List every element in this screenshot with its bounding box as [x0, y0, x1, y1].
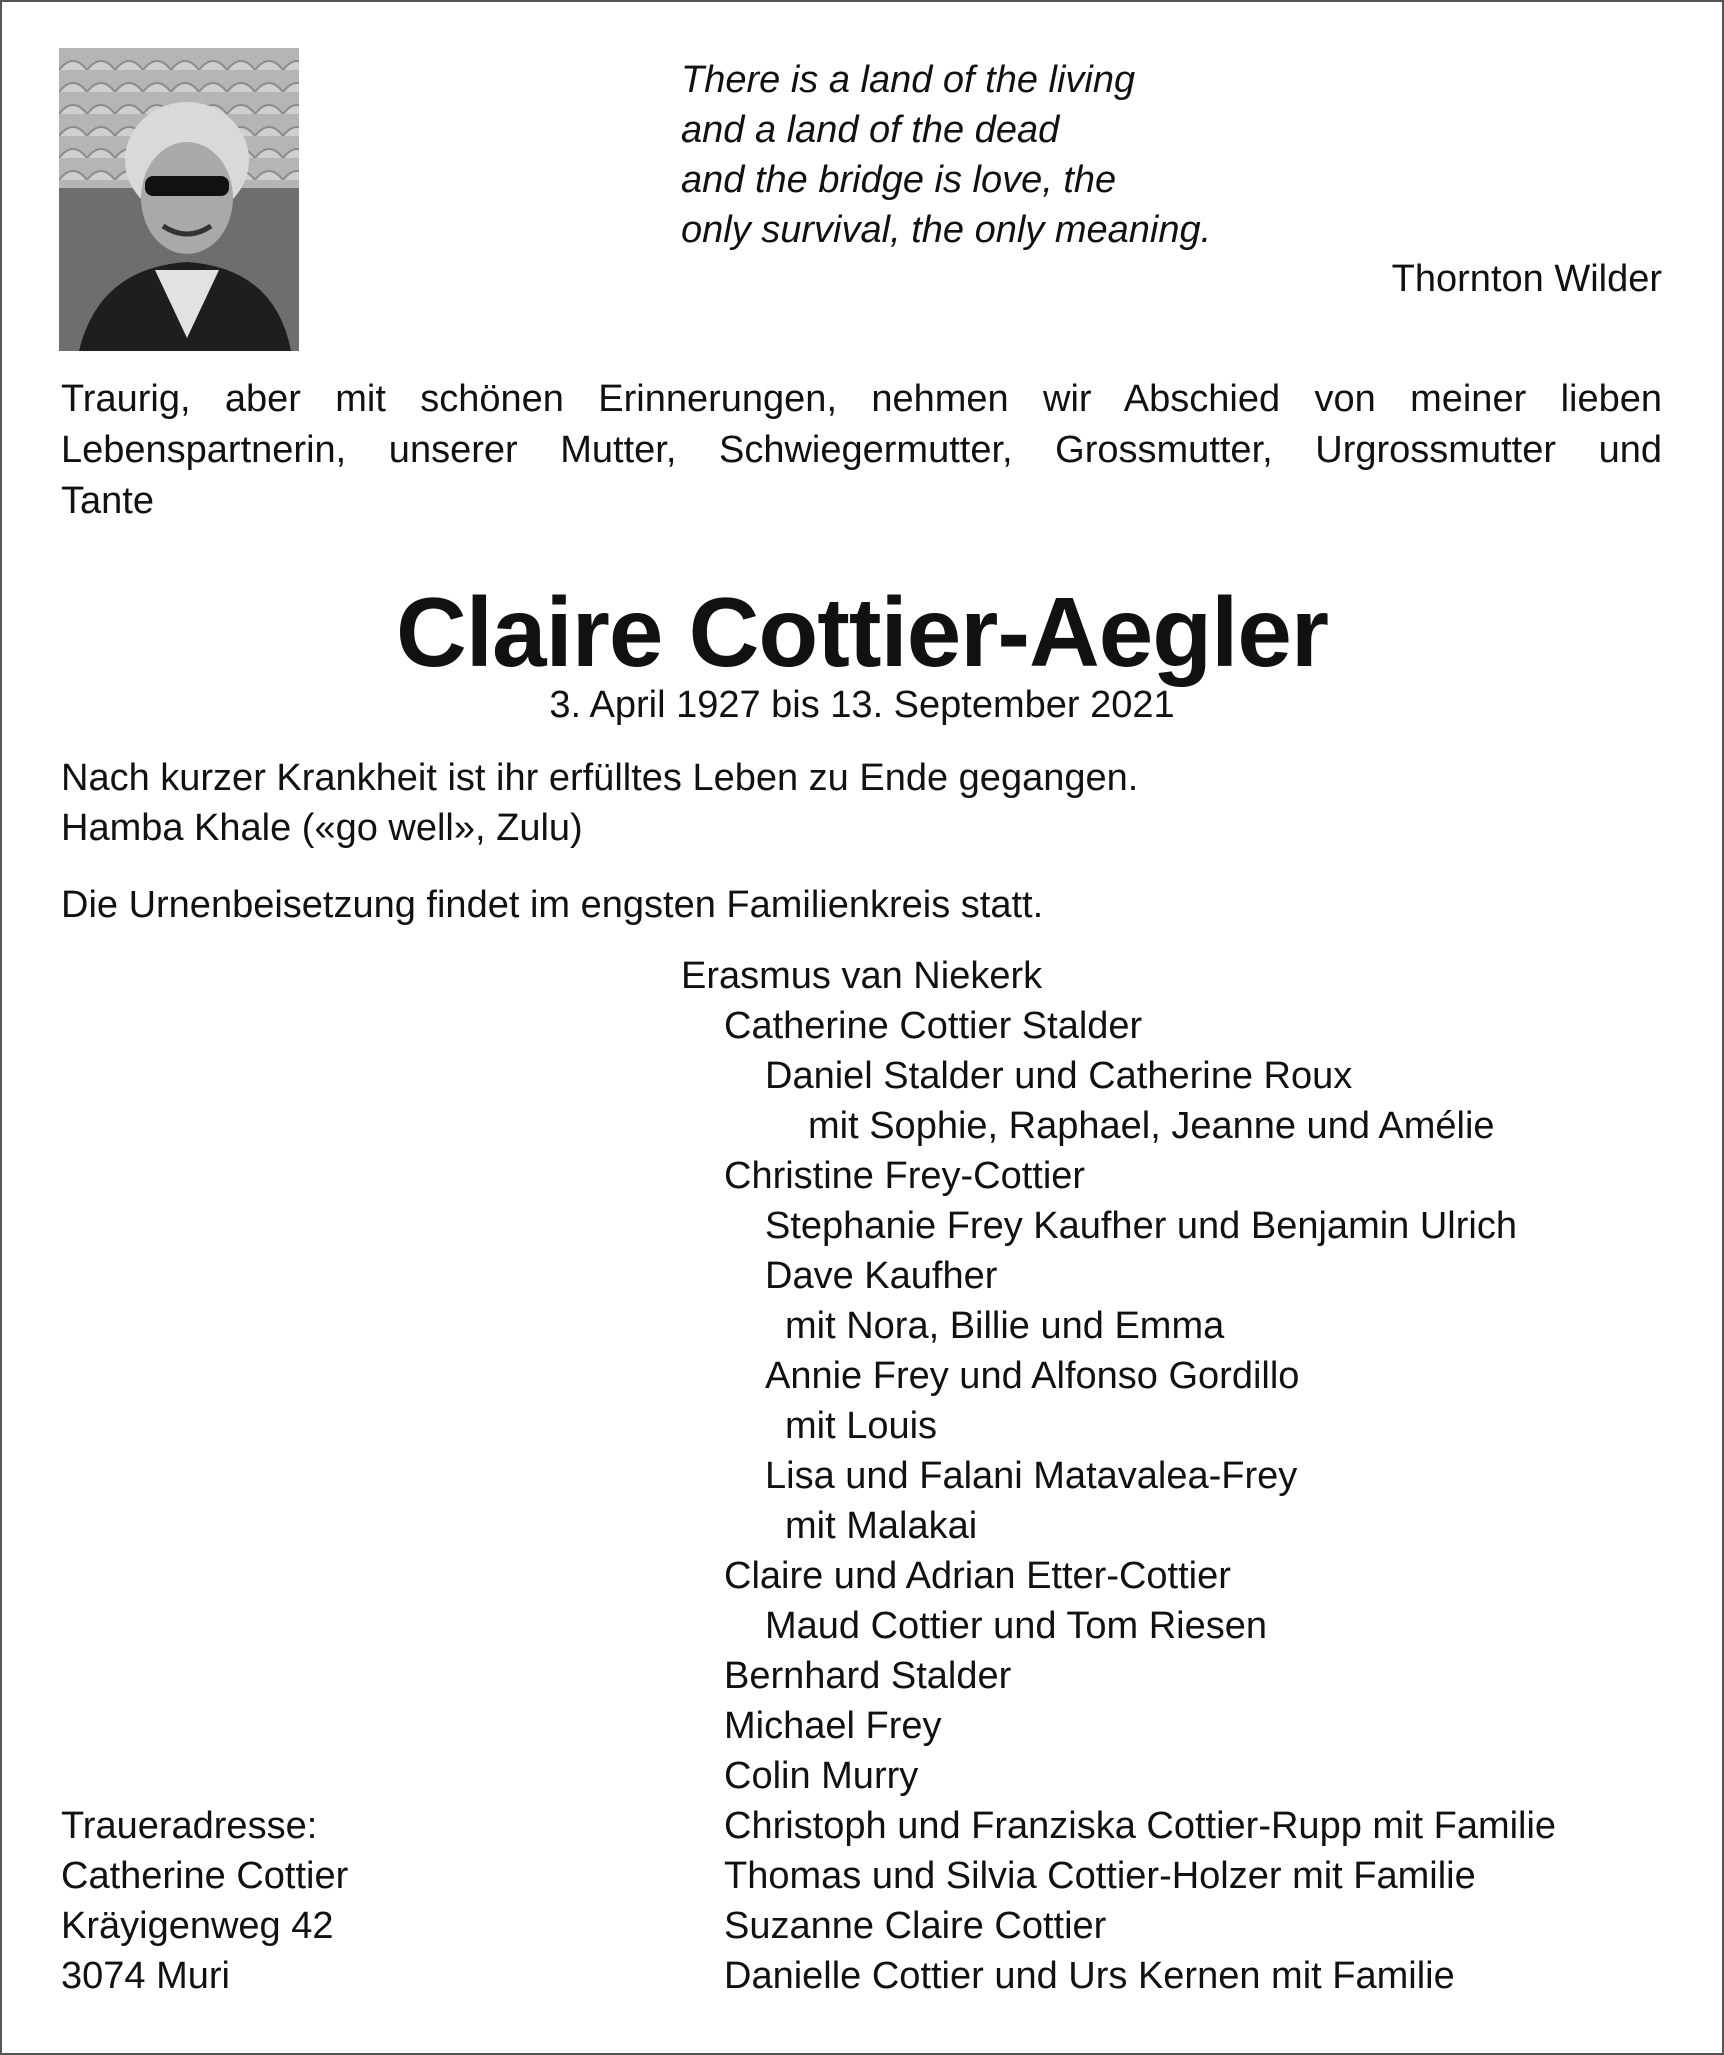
mourner-name: Christine Frey-Cottier	[724, 1155, 1086, 1197]
mourner-name: mit Sophie, Raphael, Jeanne und Amélie	[808, 1105, 1495, 1147]
mourner-name: Michael Frey	[724, 1705, 942, 1747]
mourner-name: Daniel Stalder und Catherine Roux	[765, 1055, 1353, 1097]
mourner-name: mit Nora, Billie und Emma	[785, 1305, 1225, 1347]
burial-note: Die Urnenbeisetzung findet im engsten Familienkreis statt.	[61, 884, 1044, 926]
intro-line: Tante	[61, 480, 154, 522]
mourner-name: Thomas und Silvia Cottier-Holzer mit Familie	[724, 1855, 1476, 1897]
quote-line: and the bridge is love, the	[681, 159, 1117, 201]
mourner-name: Bernhard Stalder	[724, 1655, 1012, 1697]
quote-author: Thornton Wilder	[1391, 258, 1662, 300]
message-line: Hamba Khale («go well», Zulu)	[61, 807, 583, 849]
address-street: Kräyigenweg 42	[61, 1905, 334, 1947]
mourner-name: Christoph und Franziska Cottier-Rupp mit Familie	[724, 1805, 1557, 1847]
mourner-name: Maud Cottier und Tom Riesen	[765, 1605, 1267, 1647]
mourner-name: Stephanie Frey Kaufher und Benjamin Ulrich	[765, 1205, 1517, 1247]
mourner-name: Erasmus van Niekerk	[681, 955, 1043, 997]
quote-line: only survival, the only meaning.	[681, 209, 1212, 251]
message-line: Nach kurzer Krankheit ist ihr erfülltes Leben zu Ende gegangen.	[61, 757, 1139, 799]
mourner-name: Suzanne Claire Cottier	[724, 1905, 1107, 1947]
quote-line: There is a land of the living	[681, 59, 1136, 101]
deceased-name: Claire Cottier-Aegler	[395, 577, 1328, 687]
mourner-name: mit Louis	[785, 1405, 938, 1447]
address-label: Traueradresse:	[61, 1805, 318, 1847]
quote-line: and a land of the dead	[681, 109, 1060, 151]
mourner-name: mit Malakai	[785, 1505, 978, 1547]
intro-paragraph	[61, 374, 1662, 527]
life-dates: 3. April 1927 bis 13. September 2021	[549, 684, 1175, 726]
intro-line: Traurig, aber mit schönen Erinnerungen, nehmen wir Abschied von meiner lieben	[61, 378, 1662, 420]
mourner-name: Dave Kaufher	[765, 1255, 998, 1297]
mourner-name: Catherine Cottier Stalder	[724, 1005, 1143, 1047]
portrait-photo	[59, 48, 299, 351]
address-city: 3074 Muri	[61, 1955, 230, 1997]
mourner-name: Lisa und Falani Matavalea-Frey	[765, 1455, 1298, 1497]
address-name: Catherine Cottier	[61, 1855, 349, 1897]
mourner-name: Claire und Adrian Etter-Cottier	[724, 1555, 1231, 1597]
intro-line: Lebenspartnerin, unserer Mutter, Schwiegermutter, Grossmutter, Urgrossmutter und	[61, 429, 1662, 471]
mourner-name: Colin Murry	[724, 1755, 919, 1797]
mourner-name: Annie Frey und Alfonso Gordillo	[765, 1355, 1300, 1397]
mourner-name: Danielle Cottier und Urs Kernen mit Familie	[724, 1955, 1455, 1997]
quote	[681, 55, 1211, 255]
